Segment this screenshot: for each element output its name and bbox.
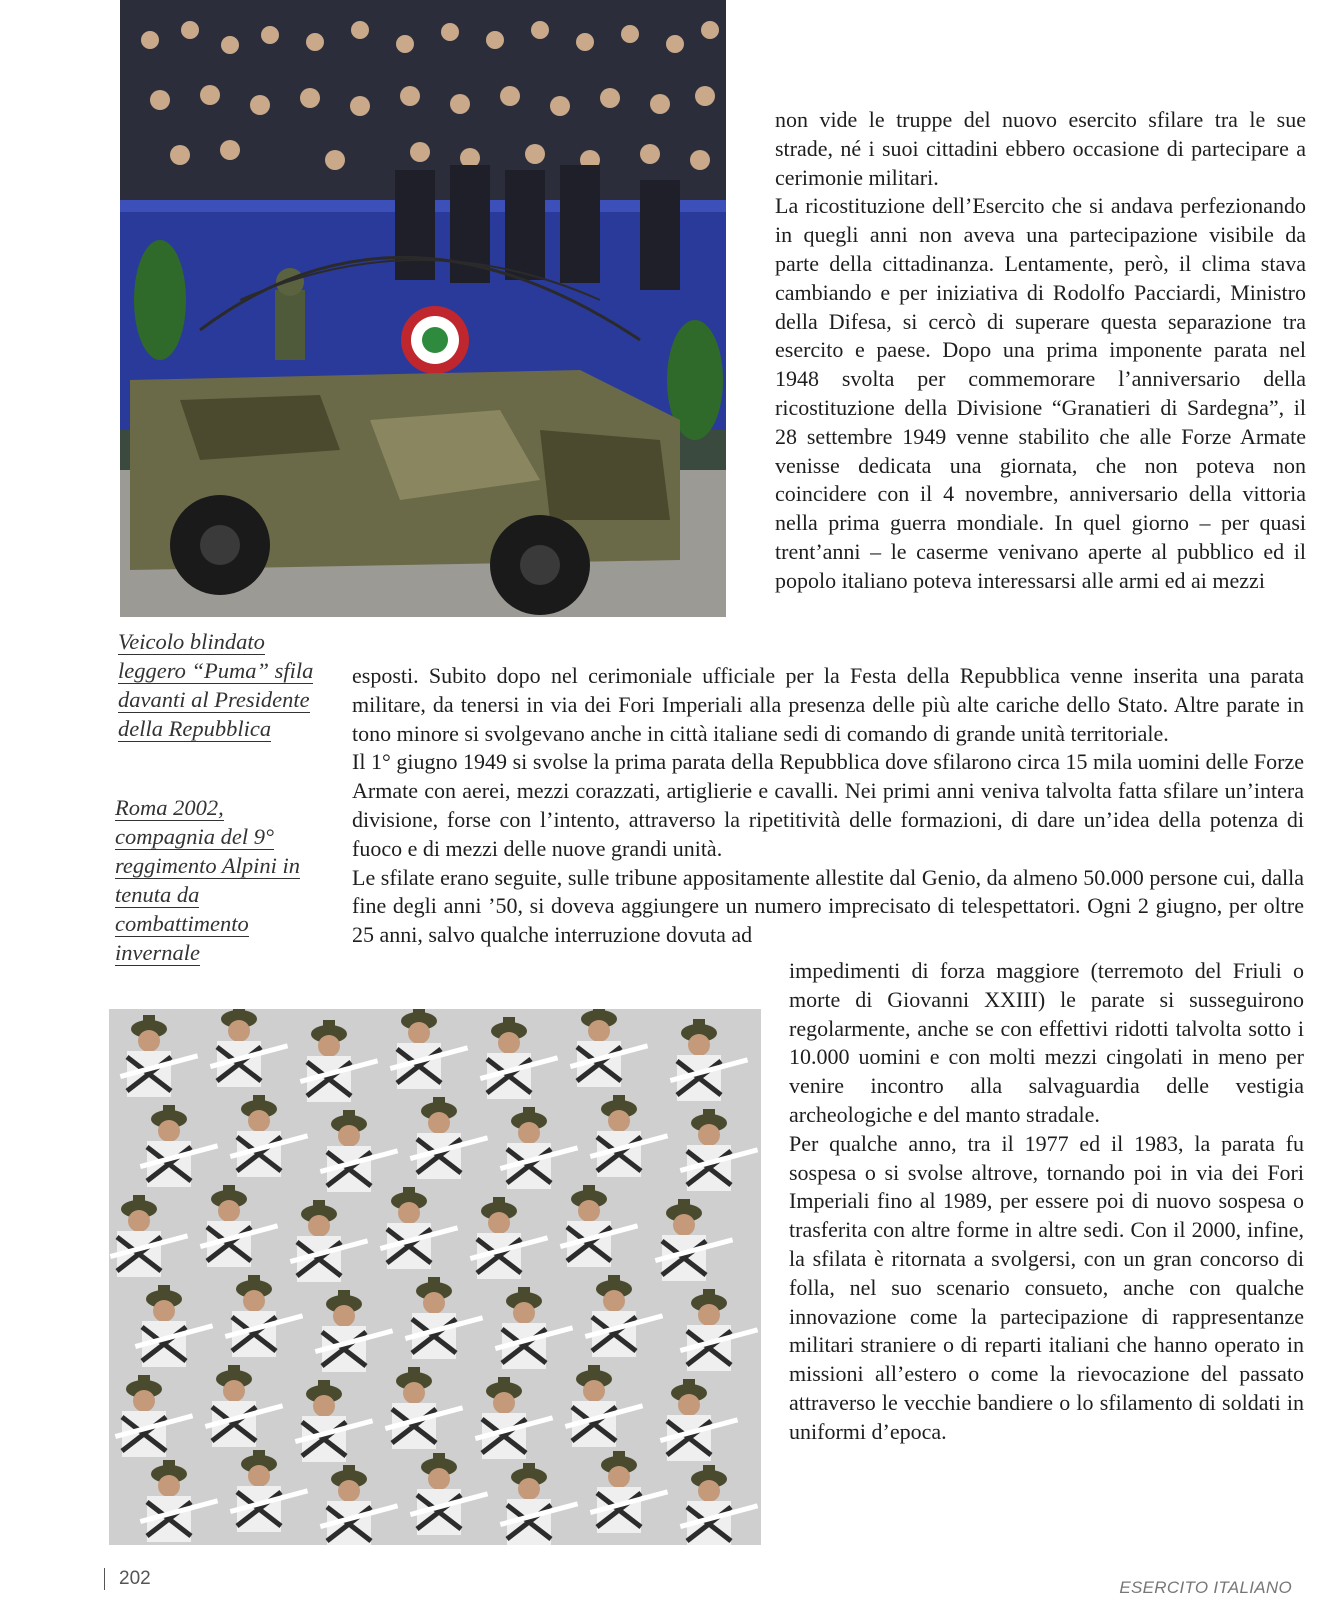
paragraph: non vide le truppe del nuovo esercito sfilare tra le sue strade, né i suoi cittadini ebbero occasione di partecipare a cerimonie militari. <box>775 107 1306 190</box>
paragraph: La ricostituzione dell’Esercito che si andava perfezionando in quegli anni non aveva una partecipazione visibile da parte della cittadinanza. Lentamente, però, il clima stava cambiando e per iniziativa di Rodolfo Pacciardi, Ministro della Difesa, si cercò di superare questa separazione tra esercito e paese. Dopo una prima imponente parata nel 1948 svolta per commemorare l’anniversario della ricostituzione della Divisione “Granatieri di Sardegna”, il 28 settembre 1949 venne stabilito che alle Forze Armate venisse dedicata una giornata, che non poteva non coincidere con il 4 novembre, anniversario della vittoria nella prima guerra mondiale. In quel giorno – per quasi trent’anni – le caserme venivano aperte al pubblico ed il popolo italiano poteva interessarsi alle armi ed ai mezzi <box>775 193 1306 593</box>
page-number: 202 <box>104 1568 151 1590</box>
paragraph: esposti. Subito dopo nel cerimoniale ufficiale per la Festa della Repubblica venne inserita una parata militare, da tenersi in via dei Fori Imperiali alla presenza delle più alte cariche dello Stato. Altre parate in tono minore si svolgevano anche in città italiane sedi di comando di grande unità territoriale. <box>352 663 1304 746</box>
running-footer-title: ESERCITO ITALIANO <box>1119 1578 1292 1597</box>
puma-vehicle-illustration <box>120 0 726 617</box>
body-text-column-top <box>775 106 1306 596</box>
paragraph: Il 1° giugno 1949 si svolse la prima parata della Repubblica dove sfilarono circa 15 mila uomini delle Forze Armate con aerei, mezzi corazzati, artiglierie e cavalli. Nei primi anni veniva talvolta fatta sfilare un’intera divisione, forse con l’intento, attraverso la ripetitività delle formazioni, di dare un’idea della potenza di fuoco e di mezzi delle nuove grandi unità. <box>352 749 1304 861</box>
paragraph: Le sfilate erano seguite, sulle tribune appositamente allestite dal Genio, da almeno 50.000 persone cui, dalla fine degli anni ’50, si doveva aggiungere un numero imprecisato di telespettatori. Ogni 2 giugno, per oltre 25 anni, salvo qualche interruzione dovuta ad <box>352 864 1304 948</box>
paragraph: Per qualche anno, tra il 1977 ed il 1983, la parata fu sospesa o si svolse altrove, tornando poi in via dei Fori Imperiali fino al 1989, per essere poi di nuovo sospesa o trasferita con altre forme in altre sedi. Con il 2000, infine, la sfilata è ritornata a svolgersi, con un gran concorso di folla, nel suo scenario consueto, anche con qualche innovazione come la partecipazione di rappresentanze militari straniere o di reparti italiani che hanno operato in missioni all’estero o come la rievocazione del passato attraverso le vecchie bandiere o lo sfilamento di soldati in uniformi d’epoca. <box>789 1130 1304 1444</box>
alpini-parade-illustration <box>109 1009 761 1545</box>
photo-alpini-parade <box>109 1009 761 1545</box>
photo-puma-vehicle <box>120 0 726 617</box>
body-text-wide <box>352 662 1304 950</box>
caption-alpini: Roma 2002, compagnia del 9° reggimento Alpini in tenuta da combattimento invernale <box>115 795 300 965</box>
paragraph: impedimenti di forza maggiore (terremoto del Friuli o morte di Giovanni XXIII) le parate si susseguirono regolarmente, anche se con effettivi ridotti talvolta sotto i 10.000 uomini e con molti mezzi cingolati in meno per venire incontro alla salvaguardia delle vestigia archeologiche e del manto stradale. <box>789 958 1304 1127</box>
caption-puma: Veicolo blindato leggero “Puma” sfila davanti al Presidente della Repubblica <box>118 629 314 741</box>
body-text-column-bottom <box>789 957 1304 1447</box>
